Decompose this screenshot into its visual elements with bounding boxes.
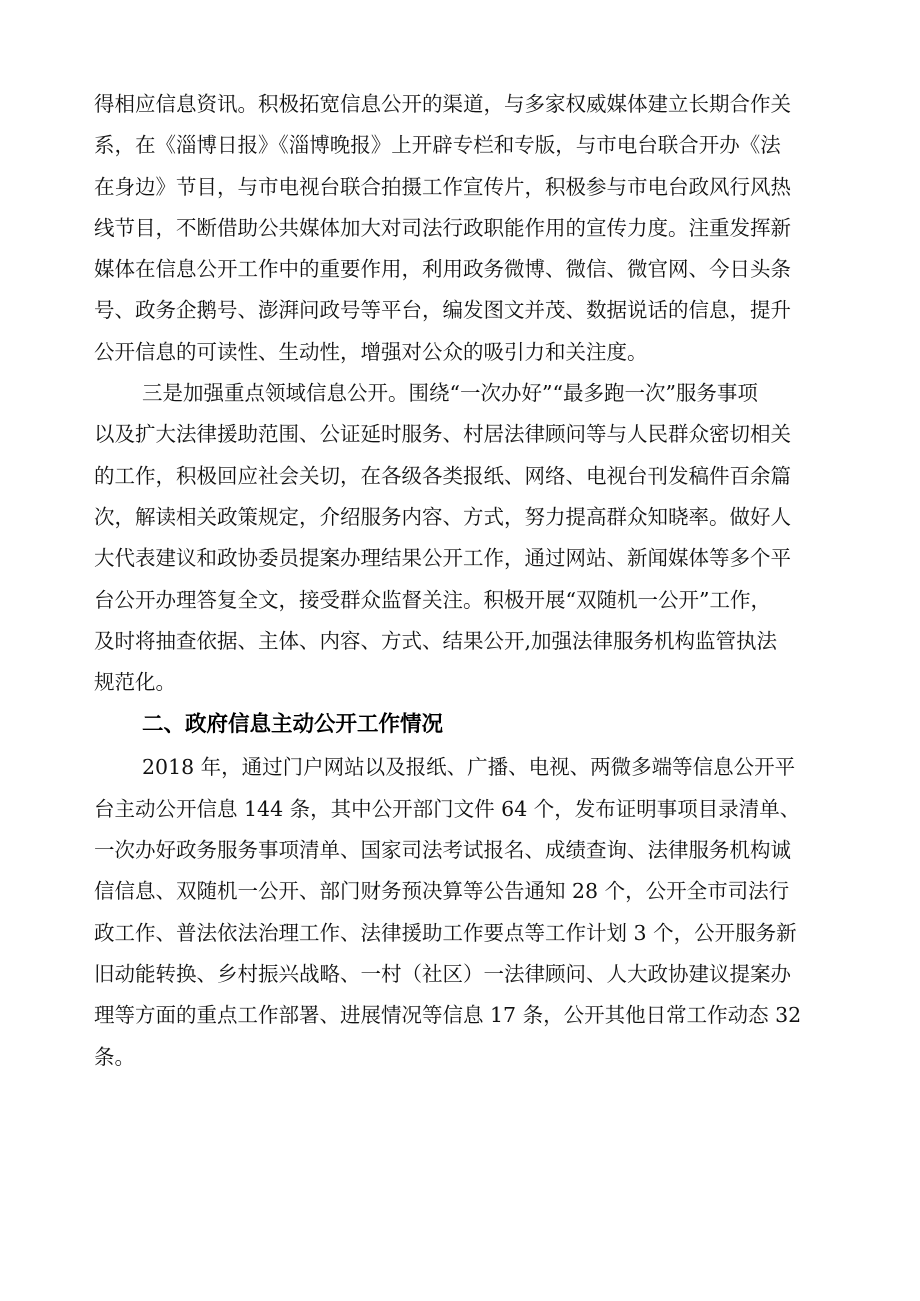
text-line: 旧动能转换、乡村振兴战略、一村（社区）一法律顾问、人大政协建议提案办 [94, 961, 791, 986]
text-line: 台公开办理答复全文，接受群众监督关注。积极开展“双随机一公开”工作， [94, 587, 771, 612]
text-line: 条。 [94, 1044, 135, 1069]
text-line: 大代表建议和政协委员提案办理结果公开工作，通过网站、新闻媒体等多个平 [94, 546, 791, 571]
paragraph-media-channels [94, 84, 834, 373]
document-page [94, 84, 834, 1078]
text-line: 在身边》节目，与市电视台联合拍摄工作宣传片，积极参与市电台政风行风热 [94, 174, 791, 199]
text-line: 及时将抽查依据、主体、内容、方式、结果公开,加强法律服务机构监管执法 [94, 628, 778, 653]
text-line: 理等方面的重点工作部署、进展情况等信息 17 条，公开其他日常工作动态 32 [94, 1003, 802, 1028]
text-line: 政工作、普法依法治理工作、法律援助工作要点等工作计划 3 个，公开服务新 [94, 920, 797, 945]
text-line: 号、政务企鹅号、澎湃问政号等平台，编发图文并茂、数据说话的信息，提升 [94, 298, 791, 323]
text-line: 2018 年，通过门户网站以及报纸、广播、电视、两微多端等信息公开平 [142, 755, 796, 780]
text-line: 以及扩大法律援助范围、公证延时服务、村居法律顾问等与人民群众密切相关 [94, 422, 791, 447]
section-heading: 二、政府信息主动公开工作情况 [142, 712, 444, 738]
text-line: 得相应信息资讯。积极拓宽信息公开的渠道，与多家权威媒体建立长期合作关 [94, 92, 791, 116]
text-line: 规范化。 [94, 670, 176, 695]
text-line: 次，解读相关政策规定，介绍服务内容、方式，努力提高群众知晓率。做好人 [94, 504, 791, 529]
text-line: 信信息、双随机一公开、部门财务预决算等公告通知 28 个，公开全市司法行 [94, 879, 790, 904]
text-line: 公开信息的可读性、生动性，增强对公众的吸引力和关注度。 [94, 339, 648, 364]
text-line: 台主动公开信息 144 条，其中公开部门文件 64 个，发布证明事项目录清单、 [94, 796, 801, 821]
text-line: 三是加强重点领域信息公开。围绕“一次办好”“最多跑一次”服务事项 [142, 381, 758, 406]
text-line: 的工作，积极回应社会关切，在各级各类报纸、网络、电视台刊发稿件百余篇 [94, 463, 791, 488]
text-line: 系，在《淄博日报》《淄博晚报》上开辟专栏和专版，与市电台联合开办《法 [94, 133, 781, 158]
paragraph-proactive-disclosure [94, 747, 834, 1077]
text-line: 一次办好政务服务事项清单、国家司法考试报名、成绩查询、法律服务机构诚 [94, 838, 791, 863]
text-line: 媒体在信息公开工作中的重要作用，利用政务微博、微信、微官网、今日头条 [94, 257, 791, 282]
paragraph-key-areas [94, 373, 834, 703]
text-line: 线节目，不断借助公共媒体加大对司法行政职能作用的宣传力度。注重发挥新 [94, 215, 791, 240]
